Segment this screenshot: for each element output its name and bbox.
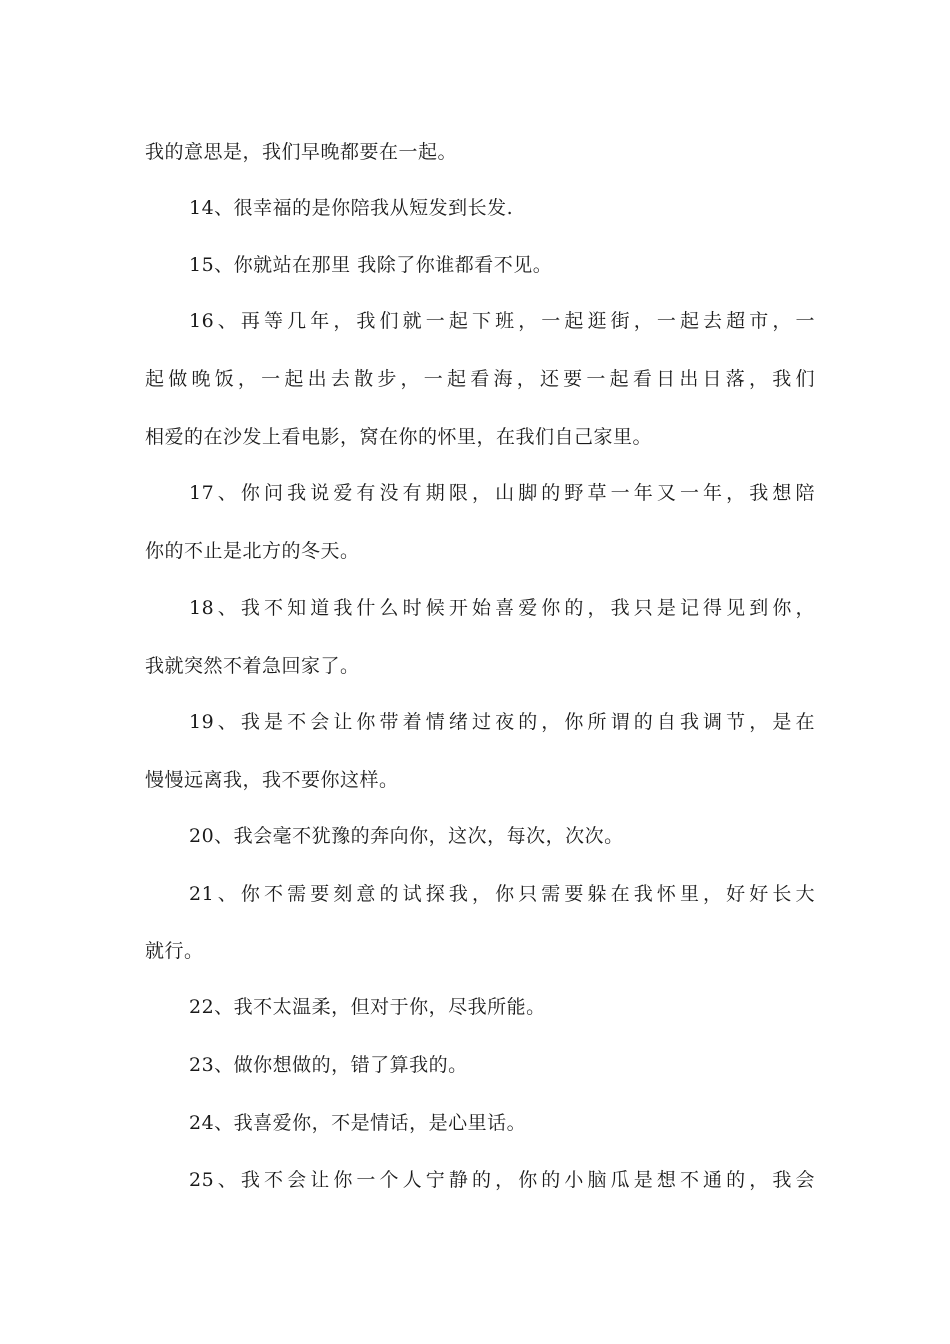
text-line: 慢慢远离我，我不要你这样。: [145, 769, 399, 791]
text-line: 19、我是不会让你带着情绪过夜的，你所谓的自我调节，是在: [189, 711, 815, 733]
text-line: 25、我不会让你一个人宁静的，你的小脑瓜是想不通的，我会: [189, 1169, 815, 1191]
text-line: 23、做你想做的，错了算我的。: [189, 1054, 468, 1076]
text-line: 14、很幸福的是你陪我从短发到长发.: [189, 197, 514, 219]
text-line: 17、你问我说爱有没有期限，山脚的野草一年又一年，我想陪: [189, 482, 815, 504]
text-line: 我的意思是，我们早晚都要在一起。: [145, 141, 458, 163]
text-line: 20、我会毫不犹豫的奔向你，这次，每次，次次。: [189, 825, 624, 847]
text-line: 15、你就站在那里 我除了你谁都看不见。: [189, 254, 553, 276]
text-line: 22、我不太温柔，但对于你，尽我所能。: [189, 996, 546, 1018]
text-line: 21、你不需要刻意的试探我，你只需要躲在我怀里，好好长大: [189, 883, 815, 905]
text-line: 就行。: [145, 940, 204, 962]
text-line: 相爱的在沙发上看电影，窝在你的怀里，在我们自己家里。: [145, 426, 653, 448]
text-line: 起做晚饭，一起出去散步，一起看海，还要一起看日出日落，我们: [145, 368, 815, 390]
text-line: 16、再等几年，我们就一起下班，一起逛街，一起去超市，一: [189, 310, 815, 332]
text-line: 你的不止是北方的冬天。: [145, 540, 360, 562]
text-line: 我就突然不着急回家了。: [145, 655, 360, 677]
text-line: 18、我不知道我什么时候开始喜爱你的，我只是记得见到你，: [189, 597, 815, 619]
text-line: 24、我喜爱你，不是情话，是心里话。: [189, 1112, 527, 1134]
